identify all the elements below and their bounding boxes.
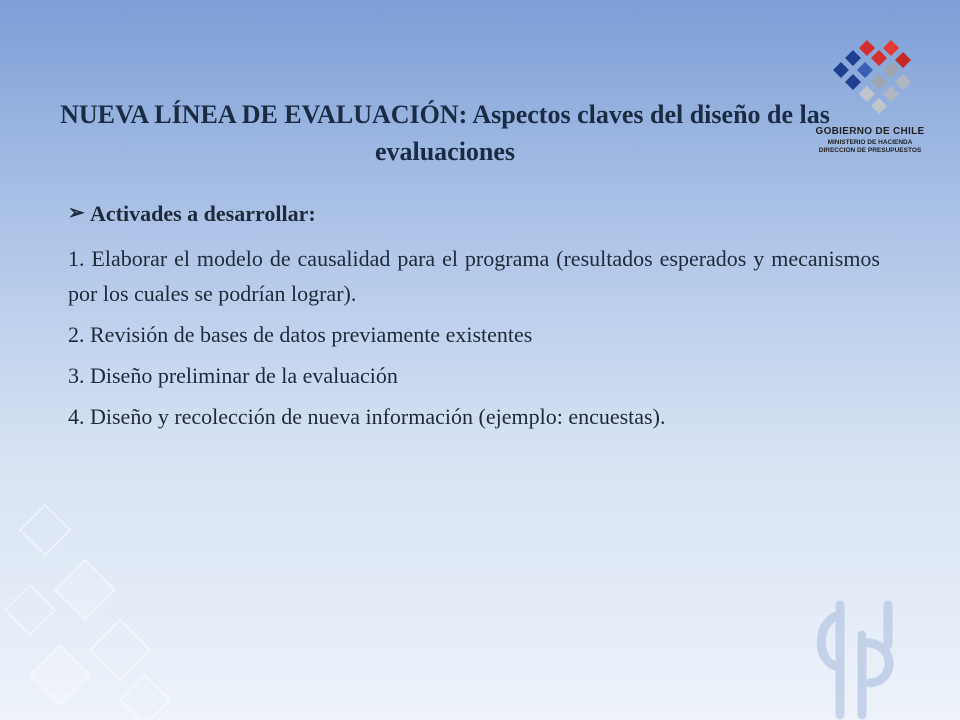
list-item: 1. Elaborar el modelo de causalidad para el programa (resultados esperados y mecanismos por los cuales se podrían lograr). [68, 246, 880, 306]
list-item: 4. Diseño y recolección de nueva información (ejemplo: encuestas). [68, 404, 666, 429]
arrow-bullet-icon: ➢ [68, 202, 85, 224]
gobierno-de-chile-logo-icon [825, 40, 915, 125]
section-heading [68, 196, 880, 231]
list-item: 2. Revisión de bases de datos previamente existentes [68, 322, 533, 347]
logo-line-3: DIRECCION DE PRESUPUESTOS [818, 147, 922, 154]
logo-line-1: GOBIERNO DE CHILE [815, 126, 925, 137]
slide-content [68, 196, 880, 440]
section-heading-text: Activades a desarrollar: [90, 201, 316, 226]
diamond-pattern-icon [0, 500, 220, 720]
list-item: 3. Diseño preliminar de la evaluación [68, 363, 398, 388]
slide-title: NUEVA LÍNEA DE EVALUACIÓN: Aspectos claves del diseño de las evaluaciones [60, 100, 830, 166]
logo-line-2: MINISTERIO DE HACIENDA [827, 139, 913, 146]
budget-office-watermark-icon [800, 595, 930, 720]
